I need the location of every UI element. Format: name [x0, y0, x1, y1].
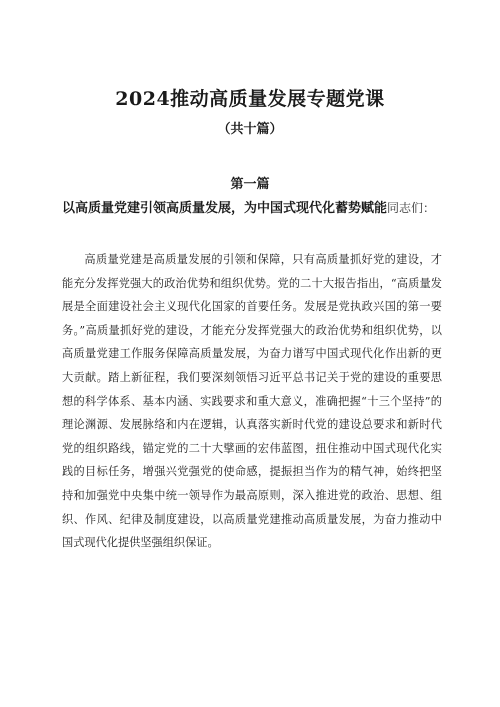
- section-heading: 以高质量党建引领高质量发展，为中国式现代化蓄势赋能: [62, 201, 388, 216]
- body-paragraph: 高质量党建是高质量发展的引领和保障，只有高质量抓好党的建设，才能充分发挥党强大的政治优势和组织优势。党的二十大报告指出，“高质量发展是全面建设社会主义现代化国家的首要任务。发展是党执政兴国的第一要务。”高质量抓好党的建设，才能充分发挥党强大的政治优势和组织优势，以高质量党建工作服务保障高质量发展，为奋力谱写中国式现代化作出新的更大贡献。踏上新征程，我们要深刻领悟习近平总书记关于党的建设的重要思想的科学体系、基本内涵、实践要求和重大意义，准确把握“十三个坚持”的理论渊源、发展脉络和内在逻辑，认真落实新时代党的建设总要求和新时代党的组织路线，锚定党的二十大擘画的宏伟蓝图，扭住推动中国式现代化实践的目标任务，增强兴党强党的使命感，提振担当作为的精气神，始终把坚持和加强党中央集中统一领导作为最高原则，深入推进党的政治、思想、组织、作风、纪律及制度建设，以高质量党建推动高质量发展，为奋力推动中国式现代化提供坚强组织保证。: [62, 253, 442, 550]
- section-heading-block: [62, 198, 442, 219]
- document-subtitle: （共十篇）: [217, 122, 283, 137]
- chapter-label: 第一篇: [230, 177, 270, 192]
- document-title: 2024推动高质量发展专题党课: [115, 88, 385, 110]
- greeting: 同志们：: [387, 201, 436, 215]
